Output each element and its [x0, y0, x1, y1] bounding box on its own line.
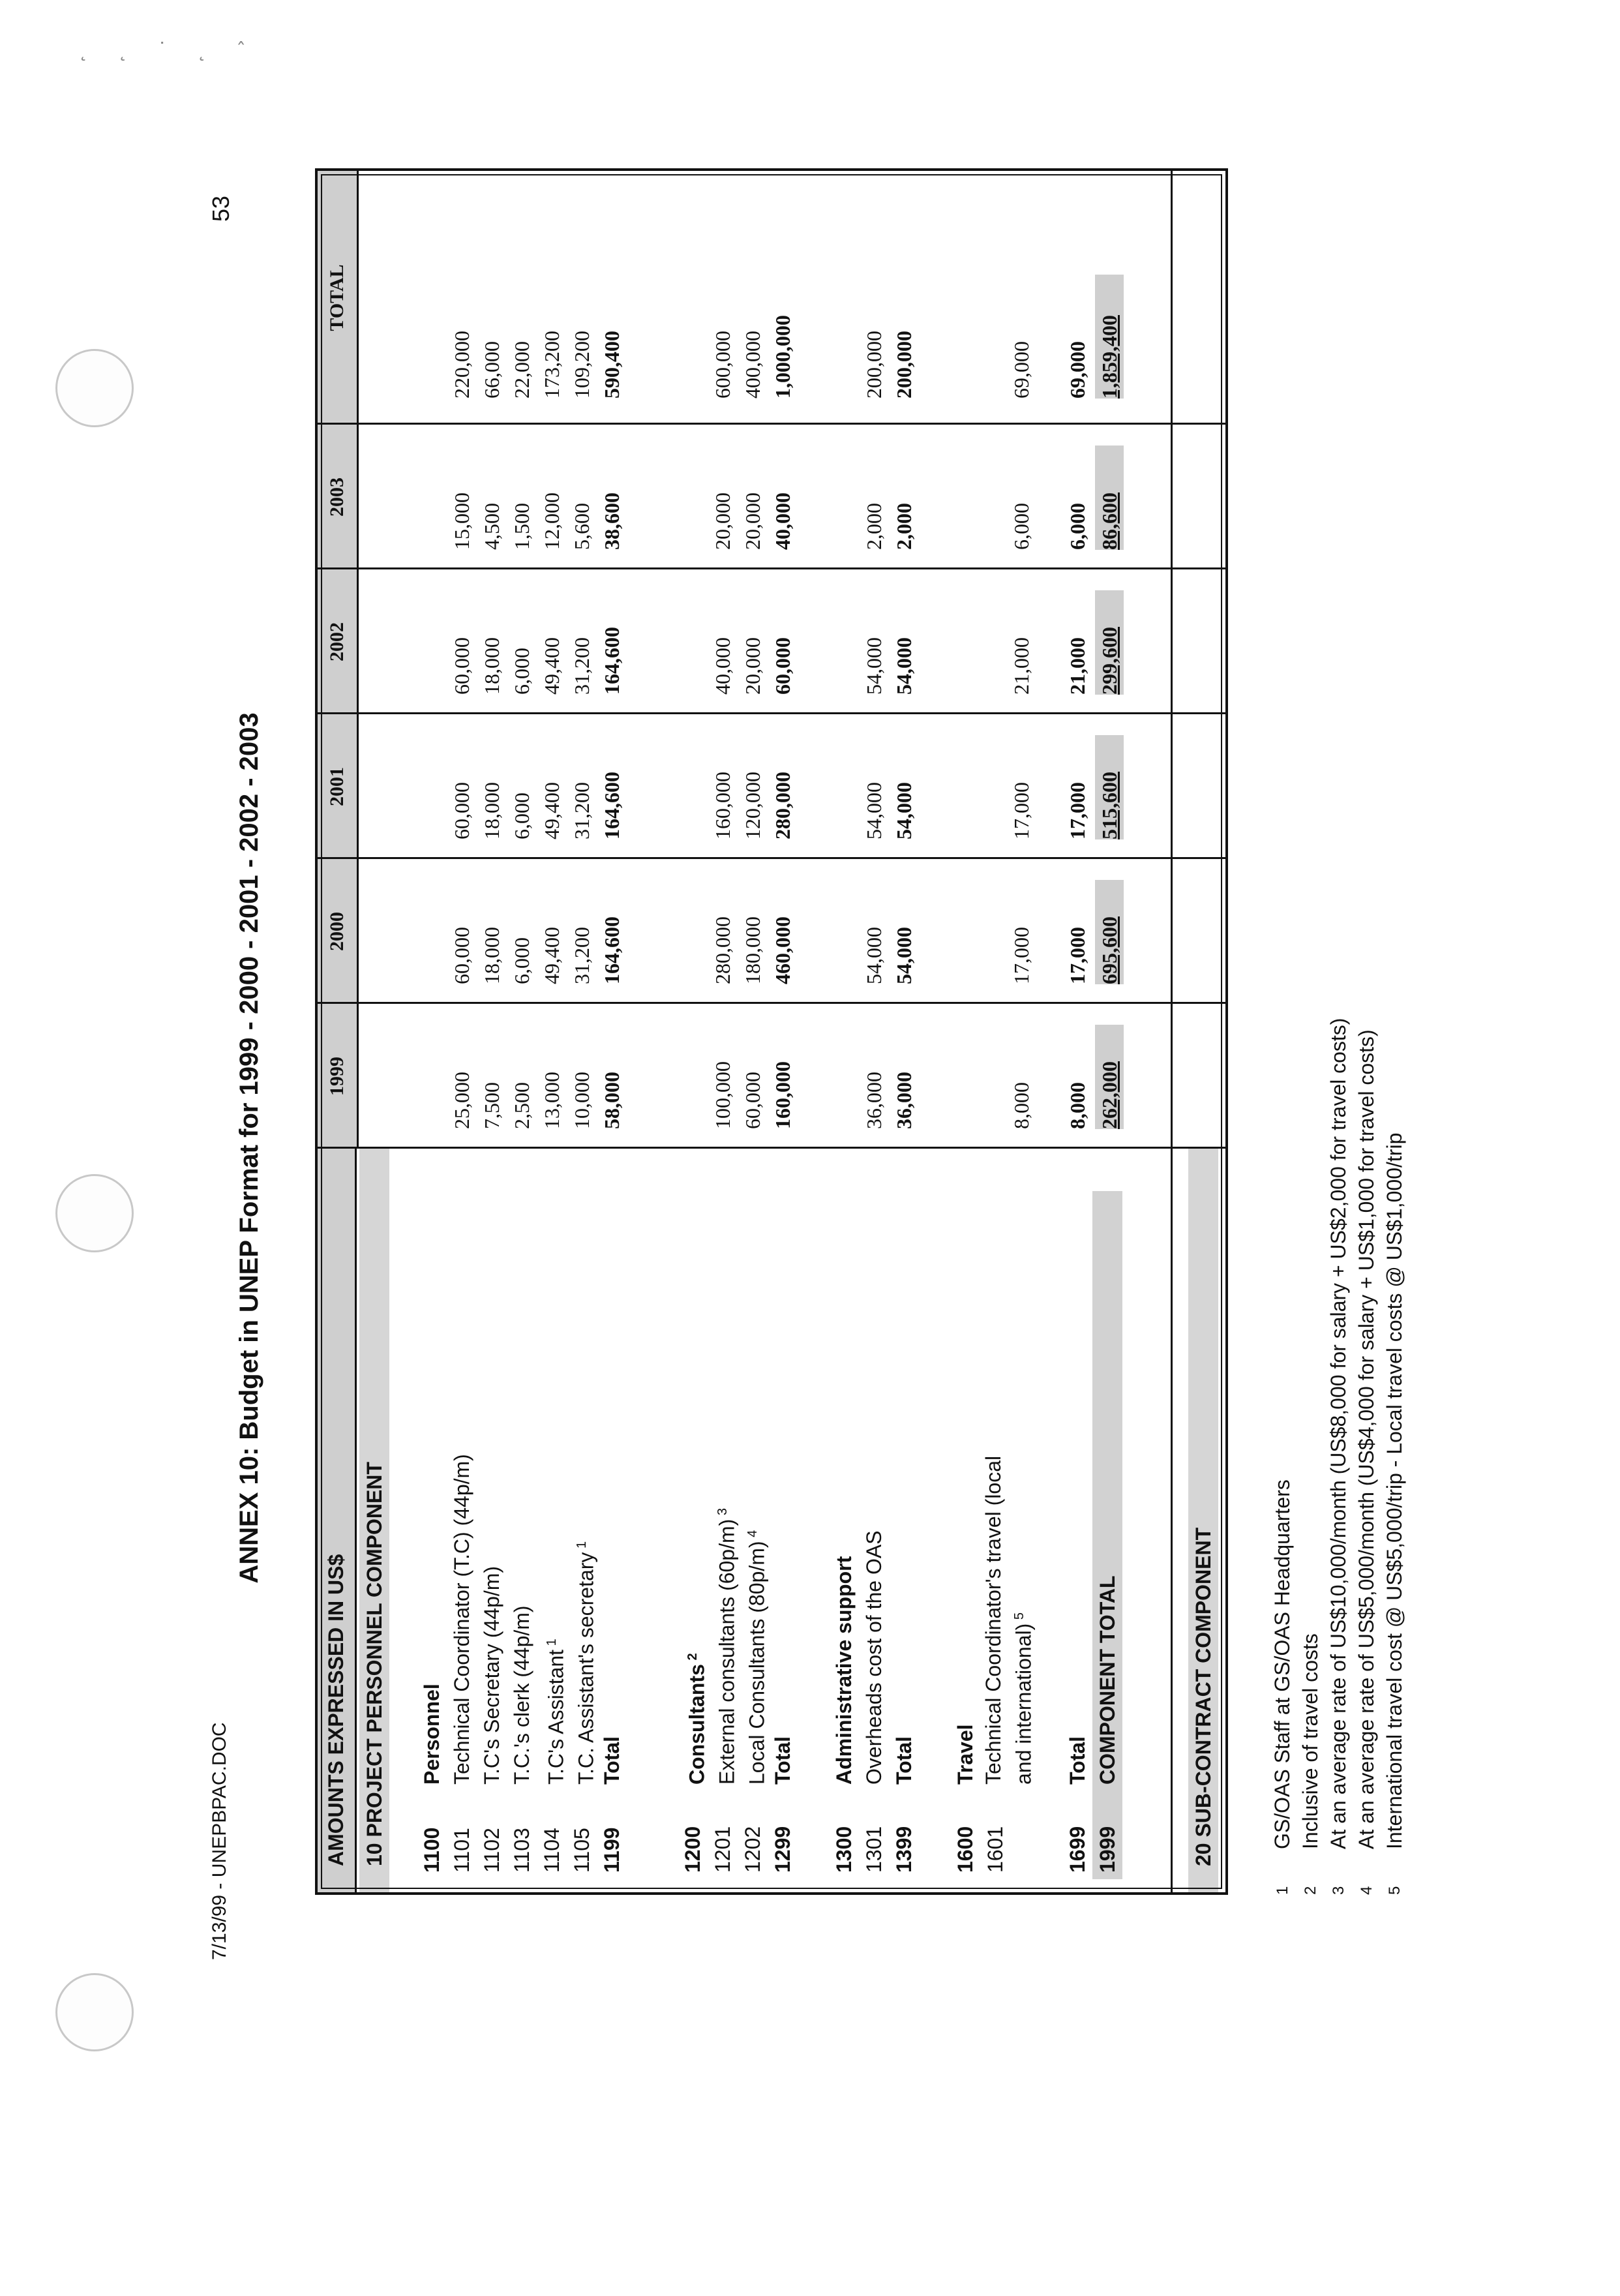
row-description-text: Overheads cost of the OAS [862, 1530, 886, 1785]
cell-value: 164,600 [600, 772, 623, 839]
cell-value: 4,500 [480, 503, 503, 550]
row-description-text: Total [771, 1736, 794, 1785]
cell-value: 200,000 [892, 331, 916, 399]
footnote [1353, 134, 1381, 1895]
table-row [950, 171, 980, 1892]
row-description [859, 1158, 889, 1785]
cell-value: 6,000 [510, 648, 533, 695]
row-description [567, 1158, 601, 1785]
cell-value: 8,000 [1066, 1082, 1089, 1129]
row-description [537, 1158, 571, 1785]
footnote-text: GS/OAS Staff at GS/OAS Headquarters [1270, 1479, 1294, 1849]
cell-value: 6,000 [510, 937, 533, 984]
footnote-ref: 1 [545, 1639, 559, 1650]
footnote-ref: 3 [715, 1508, 730, 1519]
row-description-text: Technical Coordinator's travel (local and international) [982, 1455, 1036, 1785]
cell-value: 18,000 [480, 927, 503, 984]
cell-value: 600,000 [711, 331, 734, 399]
cell-value: 262,000 [1095, 1025, 1124, 1129]
cell-value: 400,000 [741, 331, 764, 399]
cell-value: 49,400 [540, 637, 563, 695]
footnote-text: International travel cost @ US$5,000/trip - Local travel costs @ US$1,000/trip [1383, 1132, 1406, 1849]
cell-value: 17,000 [1010, 782, 1033, 839]
cell-value: 38,600 [600, 492, 623, 550]
row-code: 1201 [711, 1826, 734, 1873]
cell-value: 60,000 [450, 637, 473, 695]
cell-value: 160,000 [711, 772, 734, 839]
cell-value: 36,000 [862, 1072, 886, 1129]
cell-value: 22,000 [510, 341, 533, 399]
footnote-number: 4 [1358, 1886, 1375, 1895]
row-description [768, 1158, 798, 1785]
cell-value: 173,200 [540, 331, 563, 399]
cell-value: 66,000 [480, 341, 503, 399]
section-divider [1171, 171, 1173, 1892]
footnote [1297, 134, 1325, 1895]
cell-value: 1,000,000 [771, 315, 794, 399]
table-row [829, 171, 859, 1892]
table-row [768, 171, 798, 1892]
table-row [507, 171, 537, 1892]
header-2000: 2000 [318, 859, 359, 1004]
cell-value: 20,000 [741, 637, 764, 695]
cell-value: 40,000 [711, 637, 734, 695]
section-20-label: 20 SUB-CONTRACT COMPONENT [1188, 1149, 1218, 1892]
footnote-ref: 5 [1012, 1612, 1027, 1624]
row-code: 1999 [1092, 1814, 1122, 1879]
cell-value: 1,500 [510, 503, 533, 550]
row-code: 1101 [450, 1828, 473, 1873]
cell-value: 12,000 [540, 492, 563, 550]
header-1999: 1999 [318, 1004, 359, 1149]
cell-value: 54,000 [892, 927, 916, 984]
table-row [597, 171, 627, 1892]
footnote-ref: 2 [685, 1653, 700, 1665]
row-description [678, 1158, 712, 1785]
row-description-text: T.C's Assistant [544, 1649, 568, 1785]
cell-value: 160,000 [771, 1061, 794, 1129]
cell-value: 54,000 [892, 782, 916, 839]
cell-value: 220,000 [450, 331, 473, 399]
row-description [738, 1158, 772, 1785]
footnote [1381, 134, 1409, 1895]
row-description-text: Technical Coordinator (T.C) (44p/m) [450, 1454, 473, 1785]
cell-value: 15,000 [450, 492, 473, 550]
header-2002: 2002 [318, 569, 359, 714]
table-row [678, 171, 708, 1892]
footnote [1268, 134, 1297, 1895]
cell-value: 5,600 [570, 503, 593, 550]
header-amounts: AMOUNTS EXPRESSED IN US$ [318, 1149, 357, 1892]
cell-value: 60,000 [450, 927, 473, 984]
row-description-text: Total [892, 1736, 916, 1785]
cell-value: 280,000 [771, 772, 794, 839]
cell-value: 6,000 [510, 793, 533, 839]
cell-value: 40,000 [771, 492, 794, 550]
row-description-text: Personnel [420, 1684, 443, 1785]
table-row [477, 171, 507, 1892]
footnote-ref: 1 [575, 1541, 589, 1552]
cell-value: 58,000 [600, 1072, 623, 1129]
row-code: 1105 [570, 1828, 593, 1873]
cell-value: 20,000 [711, 492, 734, 550]
table-row [738, 171, 768, 1892]
cell-value: 2,000 [892, 503, 916, 550]
row-description-text: Administrative support [832, 1556, 856, 1785]
cell-value: 18,000 [480, 782, 503, 839]
cell-value: 17,000 [1066, 927, 1089, 984]
row-description [889, 1158, 919, 1785]
row-description [980, 1419, 1037, 1785]
cell-value: 13,000 [540, 1072, 563, 1129]
cell-value: 31,200 [570, 782, 593, 839]
row-code: 1299 [771, 1826, 794, 1873]
cell-value: 69,000 [1010, 341, 1033, 399]
header-2001: 2001 [318, 714, 359, 859]
cell-value: 31,200 [570, 637, 593, 695]
footnote-number: 5 [1386, 1886, 1403, 1895]
cell-value: 54,000 [862, 782, 886, 839]
footnote-number: 2 [1302, 1886, 1319, 1895]
cell-value: 36,000 [892, 1072, 916, 1129]
row-description [829, 1158, 859, 1785]
cell-value: 18,000 [480, 637, 503, 695]
cell-value: 25,000 [450, 1072, 473, 1129]
row-code: 1601 [983, 1826, 1007, 1873]
table-row [859, 171, 889, 1892]
row-description [417, 1158, 447, 1785]
cell-value: 6,000 [1066, 503, 1089, 550]
cell-value: 100,000 [711, 1061, 734, 1129]
cell-value: 460,000 [771, 916, 794, 984]
footnote-text: Inclusive of travel costs [1298, 1633, 1322, 1849]
cell-value: 1,859,400 [1095, 275, 1124, 399]
cell-value: 10,000 [570, 1072, 593, 1129]
row-code: 1103 [510, 1828, 533, 1873]
footnote-ref: 4 [745, 1530, 760, 1541]
table-row [889, 171, 919, 1892]
table-row [537, 171, 567, 1892]
cell-value: 200,000 [862, 331, 886, 399]
section-10-label: 10 PROJECT PERSONNEL COMPONENT [359, 1149, 389, 1892]
cell-value: 69,000 [1066, 341, 1089, 399]
footnote-text: At an average rate of US$10,000/month (US$8,000 for salary + US$2,000 for travel costs) [1327, 1018, 1350, 1849]
row-description-text: Total [1066, 1736, 1089, 1785]
cell-value: 17,000 [1010, 927, 1033, 984]
row-description [597, 1158, 627, 1785]
row-description-text: Total [600, 1736, 623, 1785]
row-code: 1104 [540, 1828, 563, 1873]
cell-value: 280,000 [711, 916, 734, 984]
cell-value: 54,000 [862, 927, 886, 984]
row-description-text: T.C.'s clerk (44p/m) [510, 1605, 533, 1785]
row-description [477, 1158, 507, 1785]
row-description [950, 1158, 980, 1785]
row-description [1062, 1158, 1092, 1785]
row-code: 1399 [892, 1826, 916, 1873]
table-row [1062, 171, 1092, 1892]
row-code: 1199 [600, 1827, 623, 1873]
row-description-text: Travel [953, 1724, 977, 1785]
cell-value: 21,000 [1066, 637, 1089, 695]
cell-value: 7,500 [480, 1082, 503, 1129]
cell-value: 590,400 [600, 331, 623, 399]
row-description-text: T.C. Assistant's secretary [574, 1552, 598, 1785]
row-code: 1600 [953, 1826, 977, 1873]
table-row [567, 171, 597, 1892]
footnotes [1268, 134, 1409, 1895]
table-row [980, 171, 1036, 1892]
row-description-text: External consultants (60p/m) [715, 1518, 739, 1785]
row-description-text: Consultants [685, 1664, 709, 1785]
table-row [417, 171, 447, 1892]
cell-value: 49,400 [540, 927, 563, 984]
cell-value: 86,600 [1095, 446, 1124, 550]
cell-value: 695,600 [1095, 880, 1124, 984]
table-row [708, 171, 738, 1892]
row-code: 1102 [480, 1828, 503, 1873]
budget-table [315, 168, 1228, 1895]
cell-value: 49,400 [540, 782, 563, 839]
file-name: 7/13/99 - UNEPBPAC.DOC [209, 1722, 230, 1960]
row-description-text: Local Consultants (80p/m) [745, 1541, 769, 1785]
cell-value: 17,000 [1066, 782, 1089, 839]
cell-value: 60,000 [741, 1072, 764, 1129]
cell-value: 20,000 [741, 492, 764, 550]
cell-value: 6,000 [1010, 503, 1033, 550]
row-code: 1202 [741, 1826, 764, 1873]
cell-value: 2,000 [862, 503, 886, 550]
cell-value: 164,600 [600, 916, 623, 984]
row-description [1092, 1191, 1122, 1814]
cell-value: 2,500 [510, 1082, 533, 1129]
row-description-text: COMPONENT TOTAL [1096, 1575, 1119, 1785]
footnote-number: 3 [1330, 1886, 1347, 1895]
row-description-text: T.C's Secretary (44p/m) [480, 1565, 503, 1785]
cell-value: 60,000 [771, 637, 794, 695]
header-total: TOTAL [318, 171, 359, 425]
cell-value: 60,000 [450, 782, 473, 839]
cell-value: 180,000 [741, 916, 764, 984]
footnote-text: At an average rate of US$5,000/month (US$4,000 for salary + US$1,000 for travel costs) [1355, 1029, 1378, 1849]
scan-specks: ˛ ˛ ˙ ˛ ˆ [78, 39, 258, 62]
table-row [1092, 171, 1128, 1892]
row-code: 1301 [862, 1826, 886, 1873]
row-description [507, 1158, 537, 1785]
cell-value: 120,000 [741, 772, 764, 839]
cell-value: 109,200 [570, 331, 593, 399]
row-description [708, 1158, 742, 1785]
table-row [447, 171, 477, 1892]
cell-value: 299,600 [1095, 590, 1124, 695]
cell-value: 31,200 [570, 927, 593, 984]
row-code: 1300 [832, 1826, 856, 1873]
row-code: 1100 [420, 1827, 443, 1873]
row-code: 1200 [681, 1826, 704, 1873]
cell-value: 54,000 [892, 637, 916, 695]
footnote [1325, 134, 1353, 1895]
cell-value: 515,600 [1095, 735, 1124, 839]
footnote-number: 1 [1274, 1886, 1291, 1895]
row-code: 1699 [1066, 1826, 1089, 1873]
page-number: 53 [207, 195, 234, 222]
page-title: ANNEX 10: Budget in UNEP Format for 1999 - 2000 - 2001 - 2002 - 2003 [235, 712, 263, 1584]
cell-value: 164,600 [600, 627, 623, 695]
row-description [447, 1158, 477, 1785]
header-2003: 2003 [318, 425, 359, 569]
cell-value: 54,000 [862, 637, 886, 695]
cell-value: 8,000 [1010, 1082, 1033, 1129]
cell-value: 21,000 [1010, 637, 1033, 695]
